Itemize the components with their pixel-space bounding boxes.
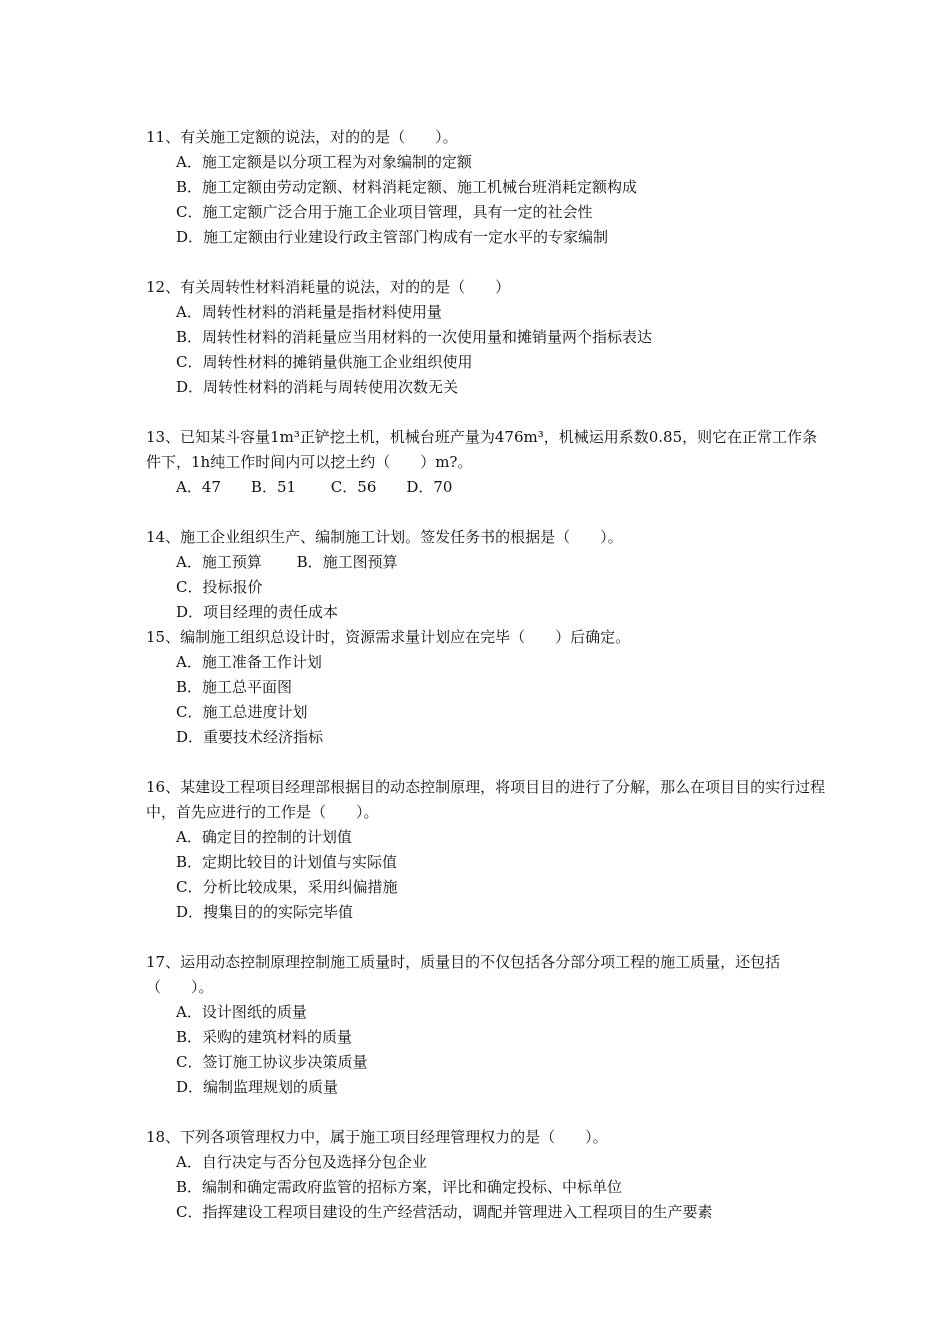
question-16: [146, 775, 826, 925]
option-d: D．项目经理的责任成本: [176, 603, 339, 621]
option-b: B．周转性材料的消耗量应当用材料的一次使用量和摊销量两个指标表达: [176, 328, 653, 346]
option-a-b: A．施工预算 B．施工图预算: [176, 553, 398, 571]
option-c: C．分析比较成果，采用纠偏措施: [176, 878, 398, 896]
option-d: D．搜集目的的实际完毕值: [176, 903, 354, 921]
option-b: B．施工定额由劳动定额、材料消耗定额、施工机械台班消耗定额构成: [176, 178, 638, 196]
question-stem: 13、已知某斗容量1m³正铲挖土机，机械台班产量为476m³，机械运用系数0.85，则它在正常工作条件下，1h纯工作时间内可以挖土约（ ）m?。: [146, 428, 818, 471]
option-list: A．47 B．51 C．56 D．70: [176, 478, 453, 496]
option-a: A．自行决定与否分包及选择分包企业: [176, 1153, 427, 1171]
question-stem: 16、某建设工程项目经理部根据目的动态控制原理，将项目目的进行了分解，那么在项目目的实行过程中，首先应进行的工作是（ ）。: [146, 778, 826, 821]
option-c: C．签订施工协议步决策质量: [176, 1053, 368, 1071]
question-12: [146, 275, 826, 400]
question-11: [146, 125, 826, 250]
option-b: B．定期比较目的计划值与实际值: [176, 853, 398, 871]
question-14: [146, 525, 826, 625]
option-b: B．编制和确定需政府监管的招标方案，评比和确定投标、中标单位: [176, 1178, 623, 1196]
option-d: D．施工定额由行业建设行政主管部门构成有一定水平的专家编制: [176, 228, 609, 246]
question-17: [146, 950, 826, 1100]
question-13: [146, 425, 826, 500]
option-a: A．施工准备工作计划: [176, 653, 322, 671]
option-a: A．确定目的控制的计划值: [176, 828, 352, 846]
option-c: C．指挥建设工程项目建设的生产经营活动，调配并管理进入工程项目的生产要素: [176, 1203, 713, 1221]
document-page: [146, 125, 826, 1225]
option-d: D．周转性材料的消耗与周转使用次数无关: [176, 378, 459, 396]
option-d: D．编制监理规划的质量: [176, 1078, 339, 1096]
question-stem: 14、施工企业组织生产、编制施工计划。签发任务书的根据是（ ）。: [146, 528, 623, 546]
option-a: A．周转性材料的消耗量是指材料使用量: [176, 303, 442, 321]
option-c: C．施工定额广泛合用于施工企业项目管理，具有一定的社会性: [176, 203, 593, 221]
option-a: A．施工定额是以分项工程为对象编制的定额: [176, 153, 472, 171]
option-c: C．施工总进度计划: [176, 703, 308, 721]
option-b: B．施工总平面图: [176, 678, 293, 696]
option-b: B．采购的建筑材料的质量: [176, 1028, 353, 1046]
question-stem: 17、运用动态控制原理控制施工质量时，质量目的不仅包括各分部分项工程的施工质量，还包括（ ）。: [146, 953, 781, 996]
question-15: [146, 625, 826, 750]
option-a: A．设计图纸的质量: [176, 1003, 307, 1021]
question-stem: 12、有关周转性材料消耗量的说法，对的的是（ ）: [146, 278, 511, 296]
question-stem: 18、下列各项管理权力中，属于施工项目经理管理权力的是（ ）。: [146, 1128, 608, 1146]
question-stem: 15、编制施工组织总设计时，资源需求量计划应在完毕（ ）后确定。: [146, 628, 631, 646]
question-stem: 11、有关施工定额的说法，对的的是（ ）。: [146, 128, 458, 146]
question-18: [146, 1125, 826, 1225]
option-c: C．投标报价: [176, 578, 263, 596]
option-c: C．周转性材料的摊销量供施工企业组织使用: [176, 353, 473, 371]
option-d: D．重要技术经济指标: [176, 728, 324, 746]
